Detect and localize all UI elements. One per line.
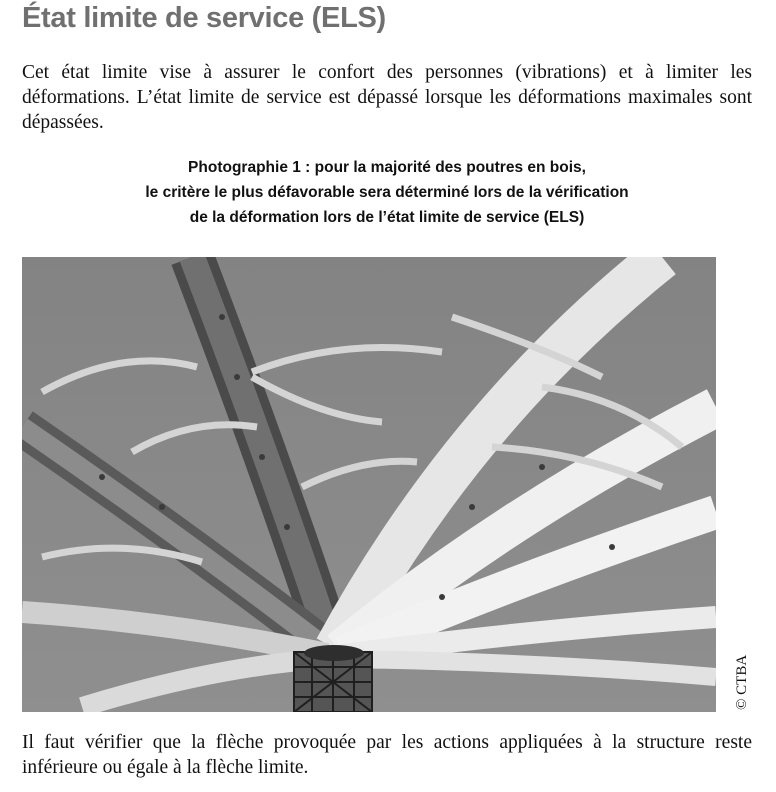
section-title: État limite de service (ELS): [22, 2, 386, 34]
caption-line-1: Photographie 1 : pour la majorité des poutres en bois,: [188, 159, 586, 176]
caption-line-2: le critère le plus défavorable sera déterminé lors de la vérification: [145, 184, 629, 201]
conclusion-paragraph: Il faut vérifier que la flèche provoquée par les actions appliquées à la structure reste inférieure ou égale à la flèche limite.: [22, 732, 752, 778]
photo-caption: [22, 155, 752, 230]
intro-paragraph: Cet état limite vise à assurer le confort des personnes (vibrations) et à limiter les déformations. L’état limite de service est dépassé lorsque les déformations maximales sont dépassées.: [22, 62, 752, 133]
photo-credit: © CTBA: [734, 654, 750, 710]
caption-line-3: de la déformation lors de l’état limite de service (ELS): [189, 209, 585, 226]
timber-beams-photo: [22, 257, 716, 712]
